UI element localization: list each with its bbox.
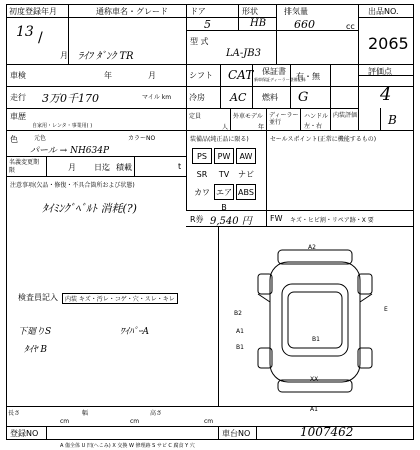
dealer-label: ディーラー並行 xyxy=(269,112,299,126)
equipment-item-navi: ナビ xyxy=(238,170,254,179)
equipment-item-pw: PW xyxy=(214,148,234,164)
history-sub: 自家用・レンタ・事業用( ) xyxy=(32,123,93,129)
shaken-year-label: 年 xyxy=(104,71,112,80)
warranty-value: 有・無 xyxy=(296,72,320,81)
dims-height: 高さ xyxy=(150,410,163,417)
displacement-label: 排気量 xyxy=(284,7,308,16)
first-reg-month-label: 月 xyxy=(60,51,68,60)
fuel-value: G xyxy=(298,90,309,105)
color-no-label: カラーNO xyxy=(128,135,156,142)
handle-label: ハンドル xyxy=(304,113,329,120)
name-label: 通称車名・グレード xyxy=(96,7,168,16)
chassis-value: 1007462 xyxy=(300,425,354,439)
car-name: ﾗｲﾌ ﾀﾞﾝｸ TR xyxy=(78,51,134,62)
model-year-label: 外車モデル xyxy=(233,113,263,120)
equipment-item-abs: ABS xyxy=(236,184,256,200)
damage-a2: A2 xyxy=(308,244,316,251)
first-reg-label: 初度登録年月 xyxy=(9,7,57,16)
mileage-value: 3万0千170 xyxy=(42,92,99,105)
loaded-t: t xyxy=(178,162,182,171)
recycle-value: 9,540 円 xyxy=(210,216,252,227)
color-label: 色 xyxy=(10,135,18,144)
first-reg-slash: / xyxy=(38,30,43,46)
first-reg-year: 13 xyxy=(16,24,34,40)
ac-label: 冷房 xyxy=(189,93,205,102)
damage-b1-left: B1 xyxy=(236,344,244,351)
equipment-item-tv: TV xyxy=(218,170,230,179)
cc-label: cc xyxy=(346,22,355,31)
door-value: 5 xyxy=(204,18,211,31)
handle-value: 左・右 xyxy=(304,123,323,130)
color-value: パール → NH634P xyxy=(30,146,110,156)
reg-no-label: 登録NO xyxy=(10,429,39,438)
score-label: 評価点 xyxy=(368,67,392,76)
model-value: LA-JB3 xyxy=(226,48,261,59)
inspector-remark-3: ﾀｲﾔ B xyxy=(24,345,47,355)
mileage-label: 走行 xyxy=(10,93,26,102)
model-year-unit: 年 xyxy=(258,124,265,131)
fw-text: キズ・ヒビ割・リペア跡・X 要 xyxy=(290,217,374,224)
equipment-item-sr: SR xyxy=(196,170,208,179)
sales-point-label: セールスポイント(正常に機能するもの) xyxy=(270,136,377,143)
shape-value: HB xyxy=(250,18,267,29)
inspector-tags: 内装 キズ・汚レ・コゲ・穴・スレ・キレ xyxy=(62,293,178,304)
equipment-item-airbag: エアB xyxy=(214,184,234,200)
equipment-label: 装備品(純正品に限る) xyxy=(190,136,249,143)
mileage-unit: マイル km xyxy=(142,94,172,101)
chassis-label: 車台NO xyxy=(222,429,251,438)
shaken-month-label: 月 xyxy=(148,71,156,80)
damage-legend: A 傷全体 U 凹(へこみ) X 交換 W 修理跡 S サビ C 腐食 Y 穴 xyxy=(60,443,195,449)
inspector-label: 検査員記入 xyxy=(18,293,58,302)
name-change-month: 月 xyxy=(68,163,76,172)
exhibit-no: 2065 xyxy=(368,34,409,53)
warranty-label: 保証書 xyxy=(262,67,286,76)
color-sub: 元色 xyxy=(34,135,47,142)
inspector-remark-1: 下廻りS xyxy=(18,327,52,337)
name-change-label: 名義変更期限 xyxy=(9,159,40,174)
recycle-label: R券 xyxy=(190,215,204,224)
dims-width-cm: cm xyxy=(130,418,140,425)
ac-value: AC xyxy=(230,91,247,104)
interior-value: B xyxy=(388,113,397,127)
shape-label: 形状 xyxy=(242,7,258,16)
dims-length: 長さ xyxy=(8,410,21,417)
damage-xx: XX xyxy=(310,376,319,383)
loaded-label: 積載 xyxy=(116,163,132,172)
fw-label: FW xyxy=(270,214,283,223)
dims-width: 幅 xyxy=(82,410,89,417)
fuel-label: 燃料 xyxy=(262,93,278,102)
damage-a1-bottom: A1 xyxy=(310,406,318,413)
dims-length-cm: cm xyxy=(60,418,70,425)
name-change-day: 日迄 xyxy=(94,163,110,172)
history-label: 車歴 xyxy=(10,112,26,121)
dims-height-cm: cm xyxy=(204,418,214,425)
damage-e: E xyxy=(384,306,388,313)
capacity-unit: 人 xyxy=(222,124,229,131)
note-line-1: ﾀｲﾐﾝｸﾞﾍﾞﾙﾄ 消耗(?) xyxy=(42,202,137,215)
shift-value: CAT xyxy=(228,68,254,82)
model-label: 型 式 xyxy=(190,37,209,46)
damage-b2: B2 xyxy=(234,310,242,317)
shift-label: シフト xyxy=(189,71,213,80)
damage-b1-center: B1 xyxy=(312,336,320,343)
damage-a1-left: A1 xyxy=(236,328,244,335)
door-label: ドア xyxy=(190,7,206,16)
capacity-label: 定員 xyxy=(189,113,202,120)
exhibit-label: 出品NO. xyxy=(368,7,399,16)
notes-label: 注意事項(欠品・修復・不具合箇所および状態) xyxy=(10,182,135,189)
equipment-item-aw: AW xyxy=(236,148,256,164)
displacement-value: 660 xyxy=(294,18,315,31)
equipment-item-leather: カワ xyxy=(194,188,210,197)
warranty-sub: 新車保証ディーラー整備記録 xyxy=(254,77,306,82)
inspector-remark-2: ﾜｲﾊﾟｰA xyxy=(120,327,149,337)
score-value: 4 xyxy=(380,84,392,105)
interior-label: 内装評価 xyxy=(333,112,358,119)
shaken-label: 車検 xyxy=(10,71,26,80)
equipment-item-ps: PS xyxy=(192,148,212,164)
